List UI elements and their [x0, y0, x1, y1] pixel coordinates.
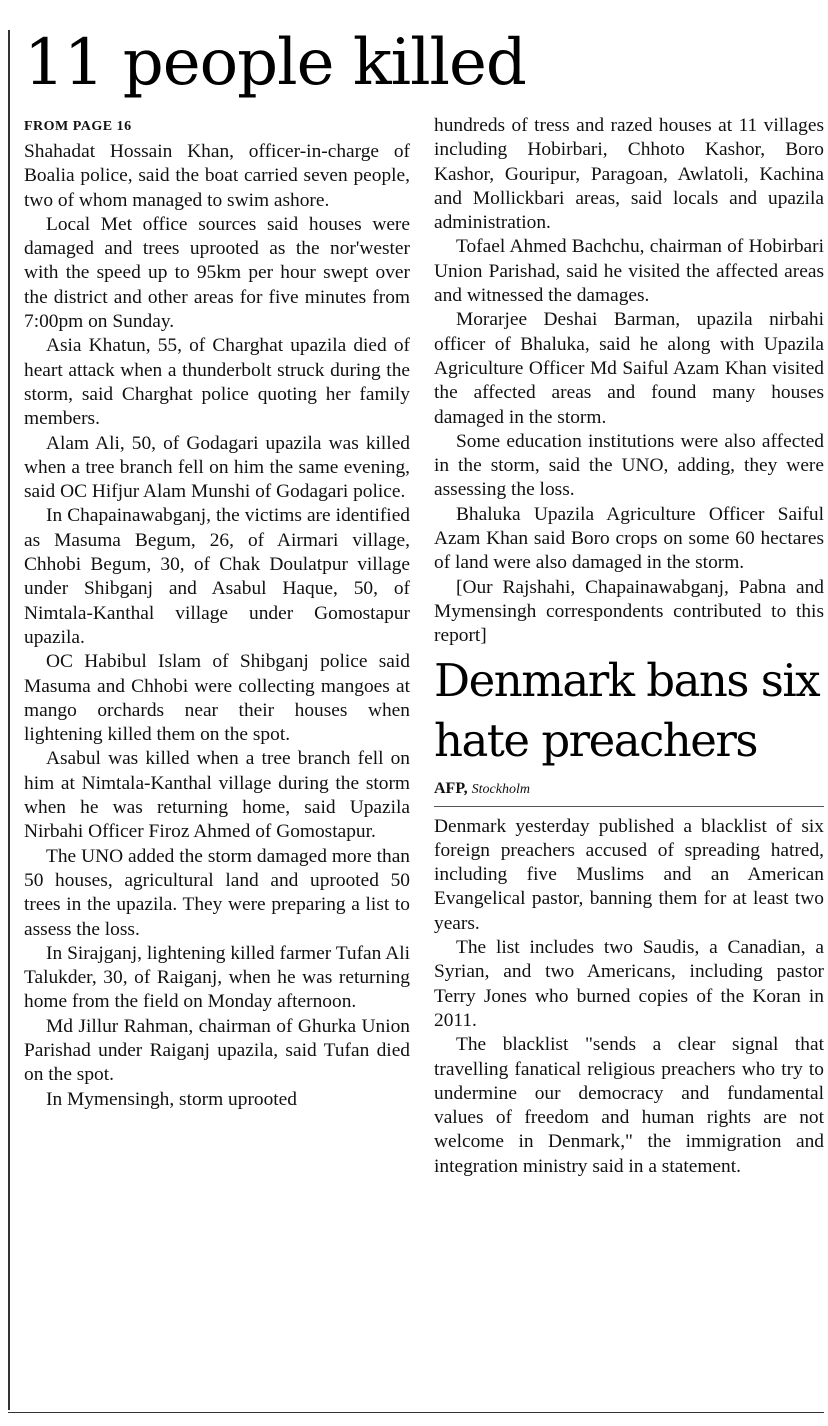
- story1-paragraph: Alam Ali, 50, of Godagari upazila was killed when a tree branch fell on him the same evening, said OC Hifjur Alam Munshi of Godagari police.: [24, 432, 410, 503]
- story2-headline-line2: hate preachers: [434, 713, 758, 767]
- story2-paragraph: The blacklist "sends a clear signal that travelling fanatical religious preachers who try to undermine our democracy and fundamental values of freedom and human rights are not welcome in Denmark," the immigration and integration ministry said in a statement.: [434, 1034, 824, 1177]
- story1-dateline: FROM PAGE 16: [24, 119, 132, 134]
- story1-paragraph: Asabul was killed when a tree branch fell on him at Nimtala-Kanthal village during the storm when he was returning home, said Upazila Nirbahi Officer Firoz Ahmed of Gomostapur.: [24, 748, 410, 843]
- story1-paragraph: Md Jillur Rahman, chairman of Ghurka Union Parishad under Raiganj upazila, said Tufan died on the spot.: [24, 1015, 410, 1086]
- story1-paragraph: Tofael Ahmed Bachchu, chairman of Hobirbari Union Parishad, said he visited the affected areas and witnessed the damages.: [434, 236, 824, 307]
- story1-paragraph: In Chapainawabganj, the victims are identified as Masuma Begum, 26, of Airmari village, Chhobi Begum, 30, of Chak Doulatpur village under Shibganj and Asabul Haque, 50, of Nimtala-Kanthal village under Gomostapur upazila.: [24, 505, 410, 648]
- story1-paragraph: OC Habibul Islam of Shibganj police said Masuma and Chhobi were collecting mangoes at mango orchards near their houses when lightening killed them on the spot.: [24, 651, 410, 746]
- bottom-rule: [8, 1412, 824, 1413]
- story2-headline: [434, 651, 824, 771]
- story1-paragraph: In Mymensingh, storm uprooted: [46, 1088, 297, 1110]
- story2-headline-line1: Denmark bans six: [434, 653, 820, 707]
- story1-column-left: [24, 114, 410, 1112]
- story1-paragraph: In Sirajganj, lightening killed farmer Tufan Ali Talukder, 30, of Raiganj, when he was returning home from the field on Monday afternoon.: [24, 942, 410, 1013]
- story1-credit: [Our Rajshahi, Chapainawabganj, Pabna and Mymensingh correspondents contributed to this report]: [434, 576, 824, 647]
- story1-paragraph: The UNO added the storm damaged more than 50 houses, agricultural land and uprooted 50 trees in the upazila. They were preparing a list to assess the loss.: [24, 845, 410, 940]
- story1-headline: 11 people killed: [24, 26, 526, 100]
- story2-agency: AFP,: [434, 779, 468, 797]
- story2-byline: [434, 777, 824, 807]
- left-column-rule: [8, 30, 10, 1410]
- story2-place: Stockholm: [471, 781, 530, 797]
- story1-paragraph: Asia Khatun, 55, of Charghat upazila died of heart attack when a thunderbolt struck during the storm, said Charghat police quoting her family members.: [24, 335, 410, 430]
- story2-paragraph: The list includes two Saudis, a Canadian, a Syrian, and two Americans, including pastor Terry Jones who burned copies of the Koran in 2011.: [434, 937, 824, 1031]
- story1-paragraph: Local Met office sources said houses were damaged and trees uprooted as the nor'wester with the speed up to 95km per hour swept over the district and other areas for five minutes from 7:00pm on Sunday.: [24, 213, 410, 333]
- story1-paragraph: Some education institutions were also affected in the storm, said the UNO, adding, they were assessing the loss.: [434, 430, 824, 501]
- story1-column-right: [434, 114, 824, 1179]
- story1-paragraph: Morarjee Deshai Barman, upazila nirbahi officer of Bhaluka, said he along with Upazila Agriculture Officer Md Saiful Azam Khan visited the affected areas and found many houses damaged in the storm.: [434, 309, 824, 428]
- story2-paragraph: Denmark yesterday published a blacklist of six foreign preachers accused of spreading hatred, including five Muslims and an American Evangelical pastor, banning them for at least two years.: [434, 815, 824, 934]
- story1-paragraph: Bhaluka Upazila Agriculture Officer Saiful Azam Khan said Boro crops on some 60 hectares of land were also damaged in the storm.: [434, 503, 824, 574]
- story1-paragraph: Shahadat Hossain Khan, officer-in-charge of Boalia police, said the boat carried seven people, two of whom managed to swim ashore.: [24, 141, 410, 211]
- story1-paragraph: hundreds of tress and razed houses at 11 villages including Hobirbari, Chhoto Kashor, Boro Kashor, Gouripur, Paragoan, Awlatoli, Kachina and Mollickbari areas, said locals and upazila administration.: [434, 115, 824, 234]
